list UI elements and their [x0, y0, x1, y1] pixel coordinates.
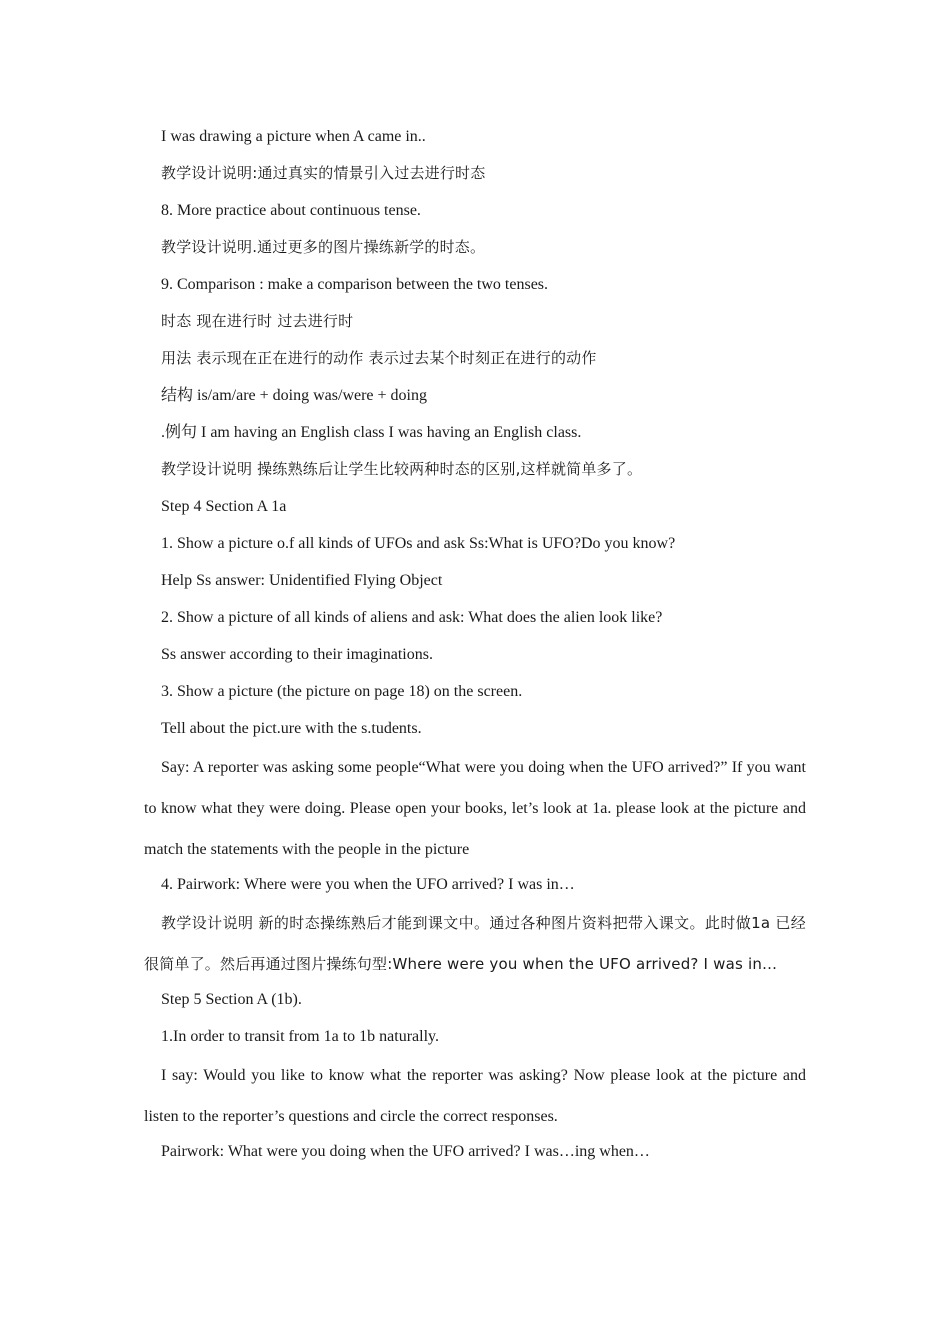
line-5: 9. Comparison : make a comparison between the two tenses. — [161, 276, 549, 293]
line-13: Help Ss answer: Unidentified Flying Object — [161, 572, 443, 589]
document-page — [144, 118, 806, 1170]
paragraph-say: Say: A reporter was asking some people“What were you doing when the UFO arrived?” If you want to know what they were doing. Please open your books, let’s look at 1a. please look at the picture and match the statements with the people in the picture — [144, 759, 806, 858]
line-6: 时态 现在进行时 过去进行时 — [161, 312, 354, 330]
line-21: Step 5 Section A (1b). — [161, 991, 302, 1008]
paragraph-i-say: I say: Would you like to know what the reporter was asking? Now please look at the picture and listen to the reporter’s questions and circle the correct responses. — [144, 1067, 806, 1125]
line-4: 教学设计说明.通过更多的图片操练新学的时态。 — [161, 238, 486, 256]
line-2: 教学设计说明:通过真实的情景引入过去进行时态 — [161, 164, 486, 182]
line-10: 教学设计说明 操练熟练后让学生比较两种时态的区别,这样就简单多了。 — [161, 460, 643, 478]
line-24: Pairwork: What were you doing when the UFO arrived? I was…ing when… — [161, 1143, 650, 1160]
paragraph-design-note: 教学设计说明 新的时态操练熟后才能到课文中。通过各种图片资料把带入课文。此时做1a 已经很简单了。然后再通过图片操练句型:Where were you when the UFO arrived? I was in… — [144, 914, 806, 973]
line-12: 1. Show a picture o.f all kinds of UFOs and ask Ss:What is UFO?Do you know? — [161, 535, 676, 552]
line-8: 结构 is/am/are + doing was/were + doing — [161, 387, 427, 404]
line-7: 用法 表示现在正在进行的动作 表示过去某个时刻正在进行的动作 — [161, 349, 597, 367]
line-1: I was drawing a picture when A came in.. — [161, 128, 426, 145]
line-16: 3. Show a picture (the picture on page 18) on the screen. — [161, 683, 523, 700]
line-17: Tell about the pict.ure with the s.tudents. — [161, 720, 422, 737]
line-14: 2. Show a picture of all kinds of aliens and ask: What does the alien look like? — [161, 609, 663, 626]
line-3: 8. More practice about continuous tense. — [161, 202, 421, 219]
line-19: 4. Pairwork: Where were you when the UFO arrived? I was in… — [161, 876, 575, 893]
line-22: 1.In order to transit from 1a to 1b naturally. — [161, 1028, 439, 1045]
line-9: .例句 I am having an English class I was having an English class. — [161, 424, 582, 441]
line-11: Step 4 Section A 1a — [161, 498, 287, 515]
line-15: Ss answer according to their imaginations. — [161, 646, 433, 663]
